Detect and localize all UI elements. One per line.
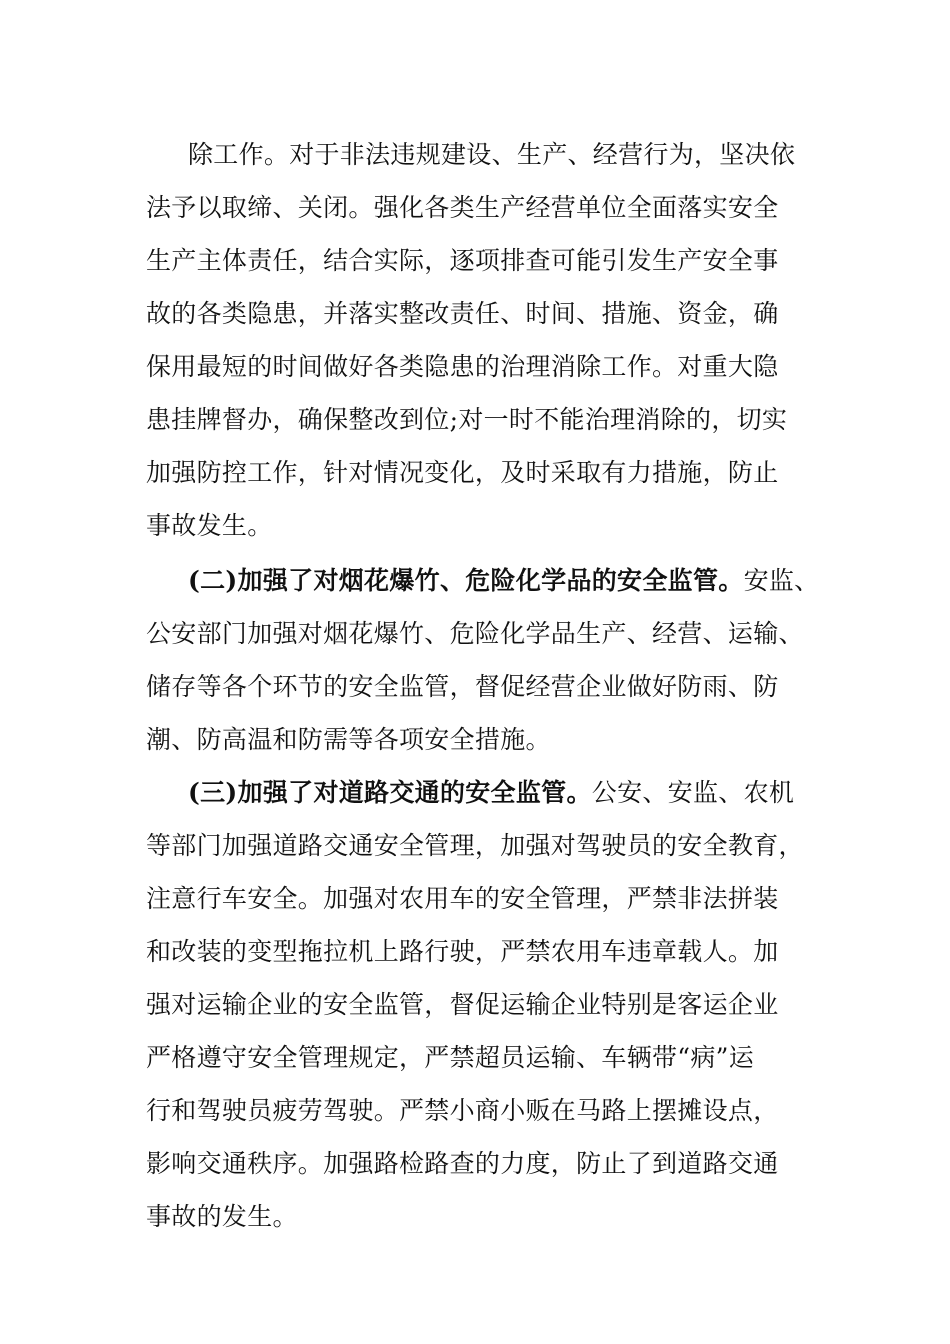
paragraph-1-line-2: 法予以取缔、关闭。强化各类生产经营单位全面落实安全 (146, 193, 779, 222)
paragraph-3-line-3: 注意行车安全。加强对农用车的安全管理，严禁非法拼装 (146, 884, 779, 913)
paragraph-3-line-9: 事故的发生。 (146, 1202, 298, 1231)
paragraph-1-line-4: 故的各类隐患，并落实整改责任、时间、措施、资金，确 (146, 299, 779, 328)
paragraph-1-line-8: 事故发生。 (146, 511, 273, 540)
paragraph-1-line-5: 保用最短的时间做好各类隐患的治理消除工作。对重大隐 (146, 352, 779, 381)
paragraph-3-heading: (三)加强了对道路交通的安全监管。 (188, 778, 592, 807)
paragraph-3-line-2: 等部门加强道路交通安全管理，加强对驾驶员的安全教育， (146, 831, 804, 860)
paragraph-2-heading: (二)加强了对烟花爆竹、危险化学品的安全监管。 (188, 566, 744, 595)
paragraph-3-line-7: 行和驾驶员疲劳驾驶。严禁小商小贩在马路上摆摊设点， (146, 1096, 779, 1125)
paragraph-1-line-7: 加强防控工作，针对情况变化，及时采取有力措施，防止 (146, 458, 779, 487)
paragraph-3-line-5: 强对运输企业的安全监管，督促运输企业特别是客运企业 (146, 990, 779, 1019)
paragraph-3-line-4: 和改装的变型拖拉机上路行驶，严禁农用车违章载人。加 (146, 937, 779, 966)
paragraph-1-line-6: 患挂牌督办，确保整改到位;对一时不能治理消除的，切实 (146, 405, 788, 434)
paragraph-2-line-4: 潮、防高温和防需等各项安全措施。 (146, 725, 551, 754)
paragraph-1-line-3: 生产主体责任，结合实际，逐项排查可能引发生产安全事 (146, 246, 779, 275)
paragraph-1-line-1: 除工作。对于非法违规建设、生产、经营行为，坚决依 (188, 140, 796, 169)
paragraph-3-line-8: 影响交通秩序。加强路检路查的力度，防止了到道路交通 (146, 1149, 779, 1178)
paragraph-3-first-line-rest: 公安、安监、农机 (591, 778, 795, 807)
paragraph-2-line-3: 储存等各个环节的安全监管，督促经营企业做好防雨、防 (146, 672, 779, 701)
paragraph-3-line-6: 严格遵守安全管理规定，严禁超员运输、车辆带“病”运 (146, 1043, 755, 1072)
paragraph-2-line-1 (188, 566, 819, 596)
paragraph-2-first-line-rest: 安监、 (743, 566, 820, 595)
paragraph-2-line-2: 公安部门加强对烟花爆竹、危险化学品生产、经营、运输、 (146, 619, 804, 648)
paragraph-3-line-1 (188, 778, 794, 808)
